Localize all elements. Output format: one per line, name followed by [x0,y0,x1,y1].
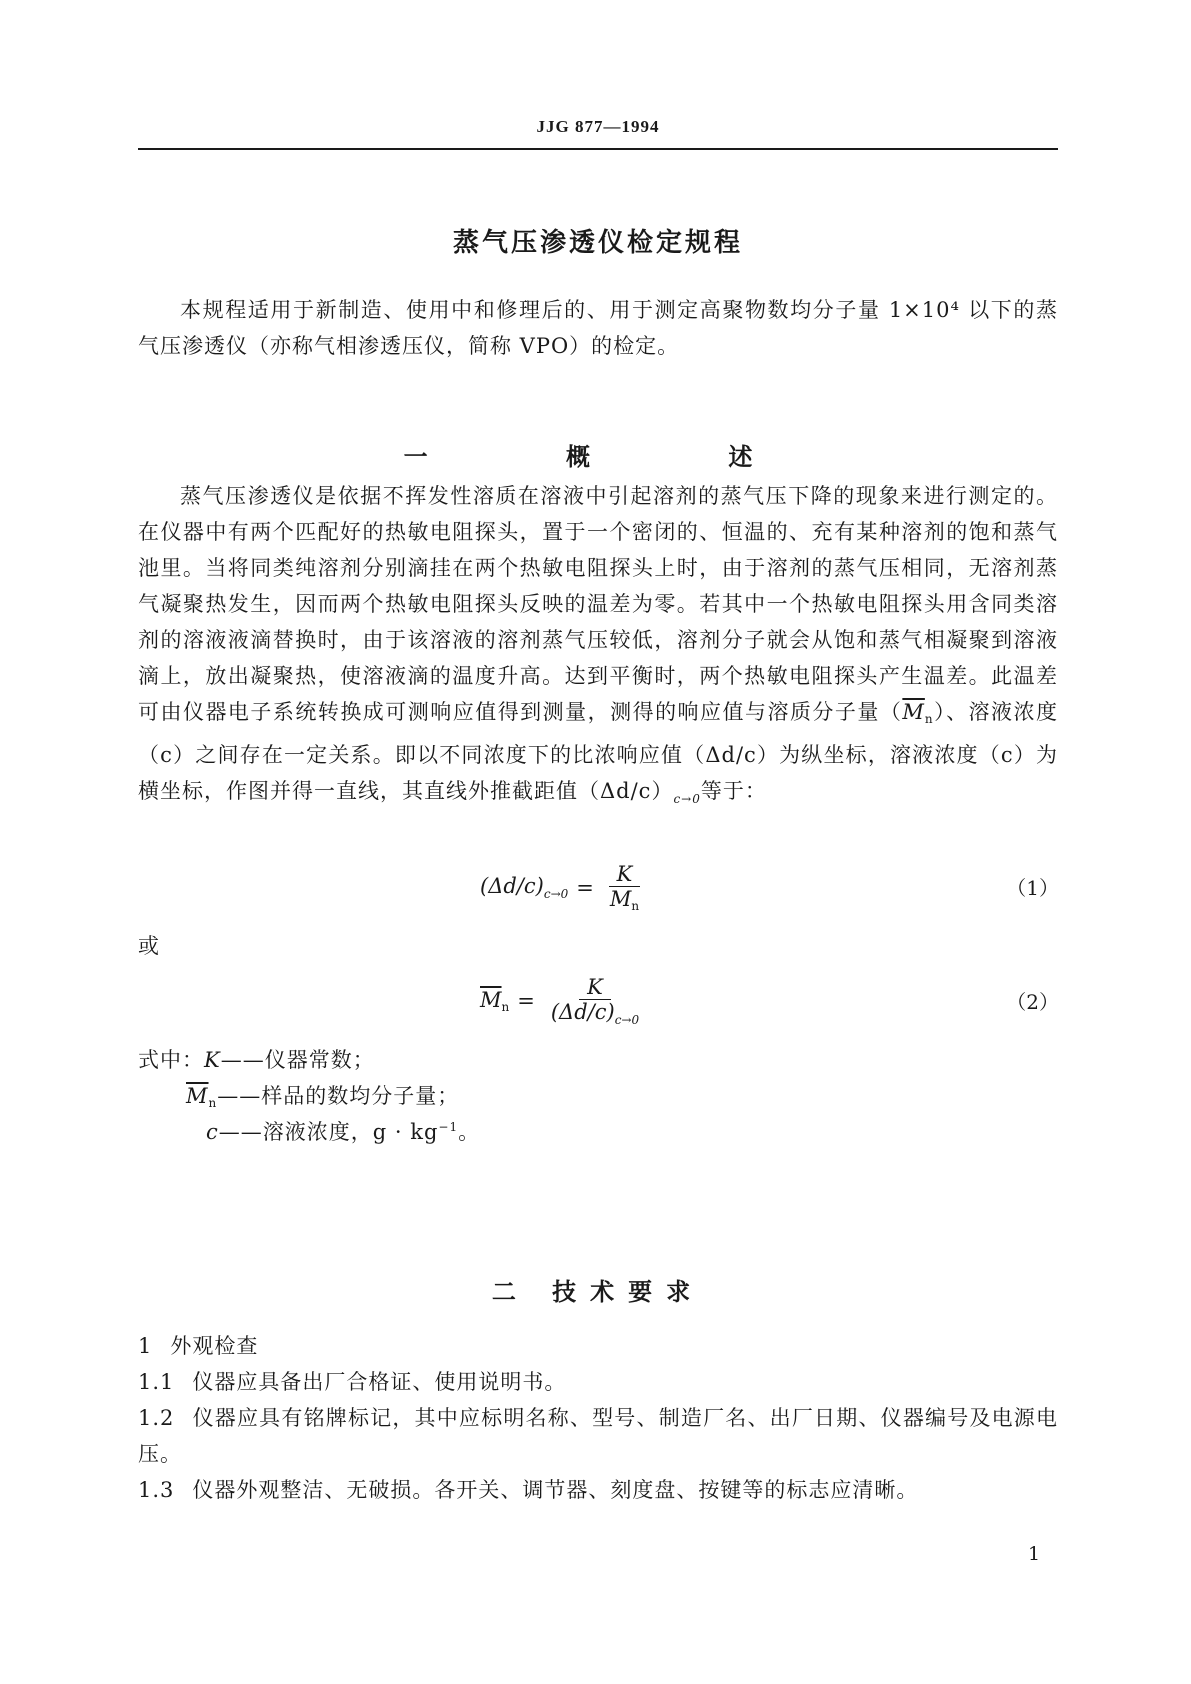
formula-1-lhs: $(\Delta d/c)_{c\to 0}$ [480,874,569,901]
document-title: 蒸气压渗透仪检定规程 [452,228,743,258]
mn-subscript: n [924,712,934,726]
definition-c: c——溶液浓度，$g \cdot kg^{-1}$。 [206,1120,481,1144]
section-2-heading: 二 技术要求 [491,1278,705,1306]
intro-paragraph: 本规程适用于新制造、使用中和修理后的、用于测定高聚物数均分子量 1×10⁴ 以下的蒸气压渗透仪（亦称气相渗透压仪，简称 VPO）的检定。 [138,298,1058,358]
section-1-paragraph [138,478,1058,817]
paragraph-part-c: 等于： [700,779,767,803]
formula-2-lhs: $\overline{M}_n$ [480,988,510,1014]
page-header-code: JJG 877—1994 [536,117,660,136]
section-1-heading: 一 概 述 [403,443,793,471]
formula-2 [480,975,647,1027]
formula-1 [480,862,647,913]
list-item: 1.3 仪器外观整洁、无破损。各开关、调节器、刻度盘、按键等的标志应清晰。 [138,1478,919,1502]
formula-1-equals: = [576,875,594,900]
limit-subscript: c→0 [673,792,701,806]
header-rule [138,148,1058,150]
list-item: 1.2 仪器应具有铭牌标记，其中应标明名称、型号、制造厂名、出厂日期、仪器编号及电源电压。 [138,1406,1058,1466]
mn-symbol: $\overline{M}$ [902,700,925,724]
equation-number-2: （2） [1006,990,1059,1014]
formula-2-equals: = [517,989,535,1013]
list-item: 1 外观检查 [138,1334,259,1358]
formula-1-denominator: $M_n$ [609,887,640,913]
formula-2-numerator: K [579,975,611,1000]
paragraph-part-a: 蒸气压渗透仪是依据不挥发性溶质在溶液中引起溶剂的蒸气压下降的现象来进行测定的。在仪器中有两个匹配好的热敏电阻探头，置于一个密闭的、恒温的、充有某种溶剂的饱和蒸气池里。当将同类纯溶剂分别滴挂在两个热敏电阻探头上时，由于溶剂的蒸气压相同，无溶剂蒸气凝聚热发生，因而两个热敏电阻探头反映的温差为零。若其中一个热敏电阻探头用含同类溶剂的溶液液滴替换时，由于该溶液的溶剂蒸气压较低，溶剂分子就会从饱和蒸气相凝聚到溶液滴上，放出凝聚热，使溶液滴的温度升高。达到平衡时，两个热敏电阻探头产生温差。此温差可由仪器电子系统转换成可测响应值得到测量，测得的响应值与溶质分子量（ [138,484,1058,724]
definition-k: 式中：K——仪器常数； [138,1048,375,1072]
paragraph-part-b: ）、溶液浓度（c）之间存在一定关系。即以不同浓度下的比浓响应值（Δd/c）为纵坐标，溶液浓度（c）为横坐标，作图并得一直线，其直线外推截距值（Δd/c） [138,700,1058,803]
list-item: 1.1 仪器应具备出厂合格证、使用说明书。 [138,1370,567,1394]
formula-1-numerator: K [609,862,641,887]
page-number: 1 [1028,1543,1041,1565]
formula-2-denominator: $(\Delta d/c)_{c\to 0}$ [550,1000,640,1027]
formula-1-fraction [602,862,647,913]
equation-number-1: （1） [1006,876,1059,900]
or-text: 或 [138,934,160,958]
formula-2-fraction [543,975,647,1027]
definition-mn: $\overline{M}_n——$样品的数均分子量； [186,1084,460,1110]
